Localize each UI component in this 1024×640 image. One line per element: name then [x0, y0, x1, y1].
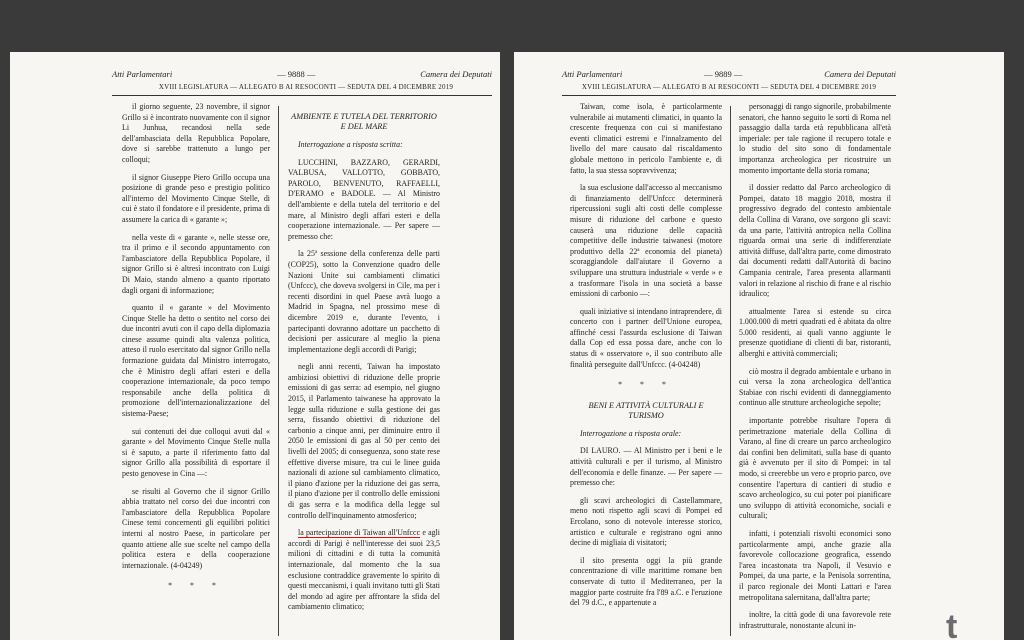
paragraph: se risulti al Governo che il signor Grillo abbia trattato nel corso dei due incontri con l'ambasciatore della Repubblica Popolare Cinese temi concernenti gli equilibri politici interni al nostro Paese, in particolare per quanto attiene alle sue scelte nel campo della politica estera e della cooperazione internazionale. (4-04249) — [122, 486, 270, 570]
paragraph: gli scavi archeologici di Castellammare, meno noti rispetto agli scavi di Pompei ed Ercolano, sono di notevole interesse storico, artistico e culturale e registrano ogni anno decine di migliaia di visitatori; — [570, 495, 722, 548]
paragraph: negli anni recenti, Taiwan ha impostato ambiziosi obiettivi di riduzione delle proprie emissioni di gas serra: ad esempio, nel giugno 2015, il Parlamento taiwanese ha approvato la legge sulla riduzione e sulla gestione dei gas serra, fissando obiettivi di riduzione del carbonio a cinque anni, per diminuire entro il 2050 le emissioni di gas al 50 per cento dei livelli del 2005; di conseguenza, sono state rese effettive diverse misure, tra cui le linee guida nazionali di azione sul cambiamento climatico, il piano d'azione per la riduzione dei gas serra, il piano d'azione per il controllo delle emissioni di gas serra e la modifica della legge sul controllo dell'inquinamento atmosferico; — [288, 362, 440, 520]
journal-title: Atti Parlamentari — [112, 69, 173, 79]
interrogation-signers: DI LAURO. — Al Ministro per i beni e le attività culturali e per il turismo, al Ministro dell'economia e delle finanze. — Per sapere — premesso che: — [570, 446, 722, 488]
paragraph: infatti, i potenziali risvolti economici sono particolarmente ampi, anche grazie alla favorevole collocazione geografica, essendo l'area incastonata tra Napoli, il Vesuvio e Pompei, da una parte, e la Penisola sorrentina, il parco regionale dei Monti Lattari e l'area metropolitana salernitana, dall'altra parte; — [739, 528, 891, 602]
paragraph: sui contenuti dei due colloqui avuti dal « garante » del Movimento Cinque Stelle nulla si è saputo, a parte il riferimento fatto dal signor Grillo alla possibilità di esportare il pesto genovese in Cina —: — [122, 426, 270, 478]
left-page-subheader: XVIII LEGISLATURA — ALLEGATO B AI RESOCONTI — SEDUTA DEL 4 DICEMBRE 2019 — [158, 83, 454, 91]
section-stars: * * * — [168, 581, 224, 591]
paragraph: la sua esclusione dall'accesso al meccanismo di finanziamento dell'Unfccc determinerà ripercussioni sugli alti costi delle complesse misure di riduzione del carbone e questo causerà una riduzione delle capacità competitive delle industrie taiwanesi (motore produttivo della 22ª economia del pianeta) scoraggiandole dall'aiutare il Governo a sviluppare una struttura industriale « verde » e a trasformare l'isola in una società a basse emissioni di carbonio —: — [570, 183, 722, 299]
left-column-1 — [122, 102, 270, 640]
interrogation-type: Interrogazione a risposta scritta: — [298, 140, 403, 149]
paragraph: il sito presenta oggi la più grande concentrazione di ville marittime romane ben conservate di tutto il Mediterraneo, per la maggior parte costruite fra l'89 a.C. e l'eruzione del 79 d.C., e appartenute a — [570, 555, 722, 608]
section-heading: AMBIENTE E TUTELA DEL TERRITORIO E DEL MARE — [291, 112, 437, 131]
page-number: — 9888 — — [277, 69, 316, 79]
section-heading: BENI E ATTIVITÀ CULTURALI E TURISMO — [588, 400, 704, 420]
paragraph: quanto il « garante » del Movimento Cinque Stelle ha detto o sentito nel corso dei due incontri avuti con il capo della diplomazia cinese assume quindi alta valenza politica, atteso il ruolo esercitato dal signor Grillo nella formazione guidata dal Ministro interrogato, che è Ministro degli affari esteri e della cooperazione internazionale, da poco tempo responsabile anche della politica di promozione dell'internazionalizzazione del sistema-Paese; — [122, 303, 270, 419]
right-column-2 — [739, 102, 891, 640]
right-page — [514, 52, 1004, 640]
section-stars: * * * — [618, 380, 674, 390]
paragraph: importante potrebbe risultare l'opera di perimetrazione materiale della Collina di Varano, al fine di creare un parco archeologico dai confini ben delimitati, sulla base di quanto già è avvenuto per il sito di Pompei: in tal modo, si creerebbe un vero e proprio parco, ove consentire l'apertura di cantieri di studio e scavo archeologico, su cui poter poi pianificare uno sviluppo di attività economiche, sociali e culturali; — [739, 416, 891, 521]
chamber-title: Camera dei Deputati — [824, 69, 896, 79]
column-divider — [730, 106, 731, 636]
paragraph: ciò mostra il degrado ambientale e urbano in cui versa la zona archeologica dell'antica Stabiae con rischi evidenti di danneggiamento continuo alle strutture archeologiche sepolte; — [739, 366, 891, 408]
header-rule — [112, 95, 492, 96]
journal-title: Atti Parlamentari — [562, 69, 623, 79]
left-page — [10, 52, 500, 640]
header-rule — [562, 95, 896, 96]
paragraph: quali iniziative si intendano intraprendere, di concerto con i partner dell'Unione europea, affinché cessi l'assurda esclusione di Taiwan dalla Cop ed essa possa dare, anche con lo status di « osservatore », il suo contributo alle finalità perseguite dall'Unfccc. (4-04248) — [570, 306, 722, 369]
paragraph: attualmente l'area si estende su circa 1.000.000 di metri quadrati ed è abitata da oltre 5.000 residenti, ai quali vanno aggiunte le presenze quotidiane di clienti di bar, ristoranti, alberghi e attività commerciali; — [739, 306, 891, 359]
right-page-header — [514, 69, 1004, 79]
chamber-title: Camera dei Deputati — [420, 69, 492, 79]
interrogation-signers: LUCCHINI, BAZZARO, GERARDI, VALBUSA, VALLOTTO, GOBBATO, PAROLO, BENVENUTO, RAFFAELLI, D'ERAMO e BADOLE. — Al Ministro dell'ambiente e della tutela del territorio e del mare, al Ministro degli affari esteri e della cooperazione internazionale. — Per sapere — premesso che: — [288, 157, 440, 241]
watermark-logo: t — [946, 608, 958, 640]
paragraph: il dossier redatto dal Parco archeologico di Pompei, datato 18 maggio 2018, mostra il progressivo degrado del contesto ambientale della Collina di Varano, ove sorgono gli scavi: da una parte, l'attività antropica nella Collina riguarda ormai una serie di indifferenziate attività diffuse, dall'altra parte, come dimostrato dai documenti redatti dall'Autorità di bacino Campania centrale, l'area presenta allarmanti valori in relazione al rischio di frane e al rischio idraulico; — [739, 183, 891, 299]
left-column-2 — [288, 102, 440, 640]
paragraph: inoltre, la città gode di una favorevole rete infrastrutturale, nonostante alcuni in- — [739, 610, 891, 630]
paragraph: la 25ª sessione della conferenza delle parti (COP25), sotto la Convenzione quadro delle Nazioni Unite sui cambiamenti climatici (Unfccc), che doveva svolgersi in Cile, ma per i recenti disordini in quel Paese avrà luogo a Madrid in Spagna, nel prossimo mese di dicembre 2019 e, durante l'evento, i partecipanti dovranno adottare un pacchetto di decisioni per assicurare al meglio la piena implementazione degli accordi di Parigi; — [288, 249, 440, 354]
column-divider — [278, 106, 279, 636]
highlighted-paragraph: la partecipazione di Taiwan all'Unfccc e agli accordi di Parigi è nell'interesse dei suoi 23,5 milioni di cittadini e di tutta la comunità internazionale, dal momento che la sua esclusione contraddice gravemente lo spirito di questi meccanismi, i quali invitano tutti gli Stati del mondo ad agire per affrontare la sfida del cambiamento climatico; — [288, 528, 440, 612]
paragraph: il signor Giuseppe Piero Grillo occupa una posizione di grande peso e prestigio politico all'interno del Movimento Cinque Stelle, di cui è stato il fondatore e il presidente, prima di assumere la carica di « garante »; — [122, 172, 270, 224]
paragraph: nella veste di « garante », nelle stesse ore, tra il primo e il secondo appuntamento con l'ambasciatore della Repubblica Popolare, il signor Grillo si è altresì incontrato con Luigi Di Maio, stando almeno a quanto riportato dagli organi di informazione; — [122, 232, 270, 295]
paragraph: Taiwan, come isola, è particolarmente vulnerabile ai mutamenti climatici, in quanto la crescente frequenza con cui si manifestano eventi climatici estremi e l'innalzamento del livello del mare causato dal riscaldamento globale mettono in pericolo l'ambiente e, di fatto, la sua stessa sopravvivenza; — [570, 102, 722, 175]
left-page-header — [10, 69, 500, 79]
page-number: — 9889 — — [704, 69, 743, 79]
right-column-1 — [570, 102, 722, 640]
interrogation-type: Interrogazione a risposta orale: — [580, 428, 682, 438]
highlight-underline: la partecipazione di Taiwan all'Unfccc — [298, 528, 421, 538]
paragraph: personaggi di rango signorile, probabilmente senatori, che hanno seguito le sorti di Roma nel passaggio dalla tarda età repubblicana all'età imperiale: per tale ragione il recupero totale e lo studio del sito sono di fondamentale importanza archeologica per ricostruire un momento importante della storia romana; — [739, 102, 891, 175]
right-page-subheader: XVIII LEGISLATURA — ALLEGATO B AI RESOCONTI — SEDUTA DEL 4 DICEMBRE 2019 — [581, 83, 877, 91]
paragraph: il giorno seguente, 23 novembre, il signor Grillo si è incontrato nuovamente con il signor Li Junhua, recandosi nella sede dell'ambasciata della Repubblica Popolare, dove si sarebbe trattenuto a lungo per colloqui; — [122, 102, 270, 164]
